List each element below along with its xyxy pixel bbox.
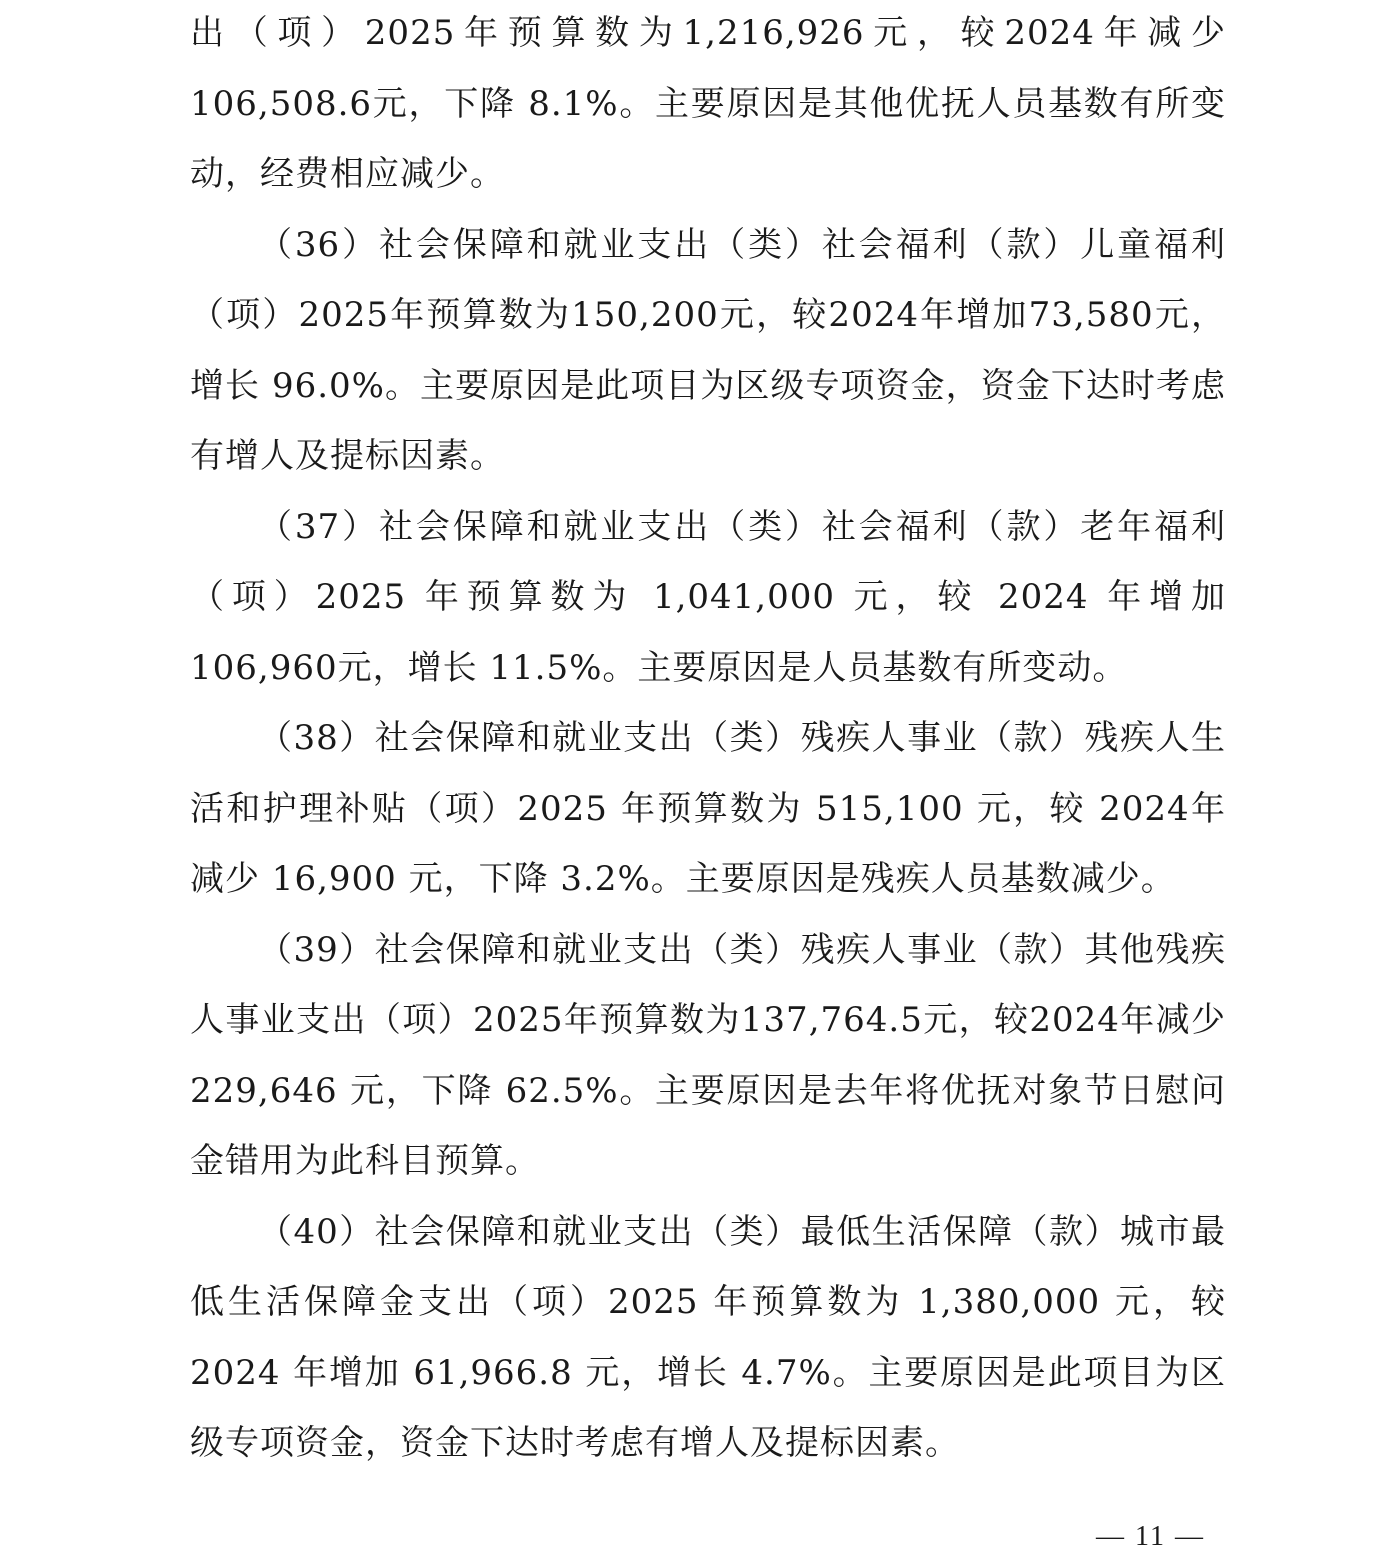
paragraph-37: （37）社会保障和就业支出（类）社会福利（款）老年福利（项）2025 年预算数为 1,041,000 元，较 2024 年增加 106,960元，增长 11.5%。主要原因是人员基数有所变动。 [190, 506, 1226, 688]
paragraph-38: （38）社会保障和就业支出（类）残疾人事业（款）残疾人生活和护理补贴（项）2025 年预算数为 515,100 元，较 2024年减少 16,900 元，下降 3.2%。主要原因是残疾人员基数减少。 [190, 718, 1226, 899]
paragraph-35-continuation: 出（项）2025年预算数为1,216,926元，较2024年减少106,508.6元，下降 8.1%。主要原因是其他优抚人员基数有所变动，经费相应减少。 [190, 13, 1226, 194]
document-body [190, 0, 1226, 1479]
paragraph-40: （40）社会保障和就业支出（类）最低生活保障（款）城市最低生活保障金支出（项）2025 年预算数为 1,380,000 元，较2024 年增加 61,966.8 元，增长 4.7%。主要原因是此项目为区级专项资金，资金下达时考虑有增人及提标因素。 [190, 1211, 1226, 1463]
paragraph-39: （39）社会保障和就业支出（类）残疾人事业（款）其他残疾人事业支出（项）2025年预算数为137,764.5元，较2024年减少 229,646 元，下降 62.5%。主要原因是去年将优抚对象节日慰问金错用为此科目预算。 [190, 929, 1226, 1181]
paragraph-36: （36）社会保障和就业支出（类）社会福利（款）儿童福利（项）2025年预算数为150,200元，较2024年增加73,580元，增长 96.0%。主要原因是此项目为区级专项资金，资金下达时考虑有增人及提标因素。 [190, 224, 1226, 476]
page-number: — 11 — [1096, 1521, 1205, 1552]
